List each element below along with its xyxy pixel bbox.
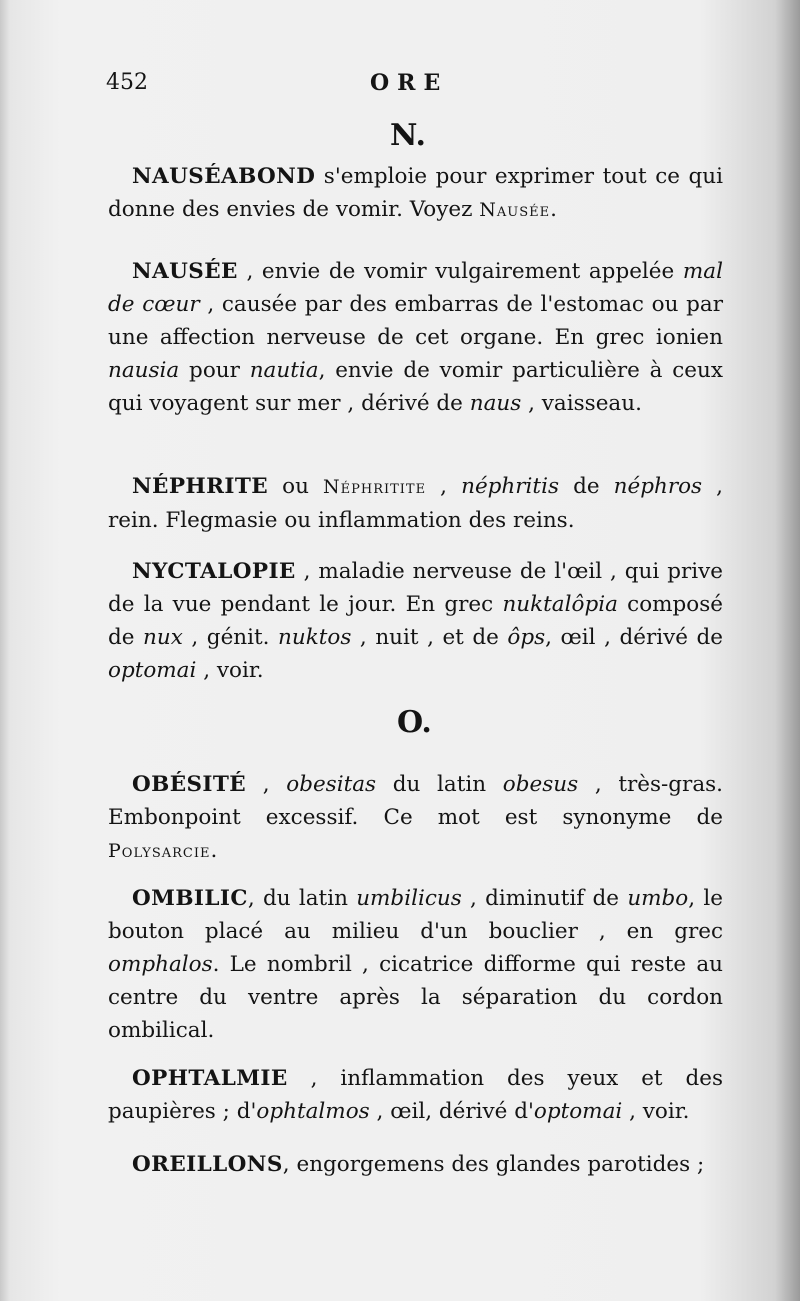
- entry-obesite: OBÉSITÉ , obesitas du latin obesus , très-gras. Embonpoint excessif. Ce mot est synonyme de Polysarcie.: [108, 772, 724, 863]
- section-letter-o: O.: [397, 705, 432, 740]
- headword: OREILLONS: [132, 1152, 283, 1177]
- headword: NÉPHRITE: [132, 474, 269, 499]
- running-head: [0, 70, 800, 100]
- entry-nephrite: NÉPHRITE ou Néphritite , néphritis de néphros , rein. Flegmasie ou inflammation des reins.: [108, 474, 723, 533]
- headword: OMBILIC: [132, 886, 248, 911]
- cross-reference: Nausée: [479, 199, 551, 221]
- headword: NAUSÉABOND: [132, 164, 316, 189]
- headword: OBÉSITÉ: [132, 772, 247, 797]
- entry-nausee: NAUSÉE , envie de vomir vulgairement appelée mal de cœur , causée par des embarras de l'estomac ou par une affection nerveuse de cet organe. En grec ionien nausia pour nautia, envie de vomir particulière à ceux qui voyagent sur mer , dérivé de naus , vaisseau.: [108, 259, 723, 416]
- section-letter-n: N.: [390, 118, 426, 153]
- cross-reference: Néphritite: [323, 476, 427, 498]
- entry-nyctalopie: NYCTALOPIE , maladie nerveuse de l'œil , qui prive de la vue pendant le jour. En grec nuktalôpia composé de nux , génit. nuktos , nuit , et de ôps, œil , dérivé de optomai , voir.: [108, 559, 724, 683]
- headword: OPHTALMIE: [132, 1066, 288, 1091]
- entry-nauseabond: NAUSÉABOND s'emploie pour exprimer tout ce qui donne des envies de vomir. Voyez Nausée.: [108, 164, 723, 222]
- headword: NYCTALOPIE: [132, 559, 296, 584]
- page-number: 452: [106, 70, 148, 95]
- entry-ophtalmie: OPHTALMIE , inflammation des yeux et des paupières ; d'ophtalmos , œil, dérivé d'optomai , voir.: [108, 1066, 723, 1124]
- running-title: ORE: [370, 70, 449, 96]
- headword: NAUSÉE: [132, 259, 238, 284]
- cross-reference: Polysarcie: [108, 840, 211, 862]
- entry-ombilic: OMBILIC, du latin umbilicus , diminutif de umbo, le bouton placé au milieu d'un bouclier , en grec omphalos. Le nombril , cicatrice difforme qui reste au centre du ventre après la séparation du cordon ombilical.: [108, 886, 723, 1043]
- entry-oreillons: OREILLONS, engorgemens des glandes parotides ;: [132, 1152, 705, 1177]
